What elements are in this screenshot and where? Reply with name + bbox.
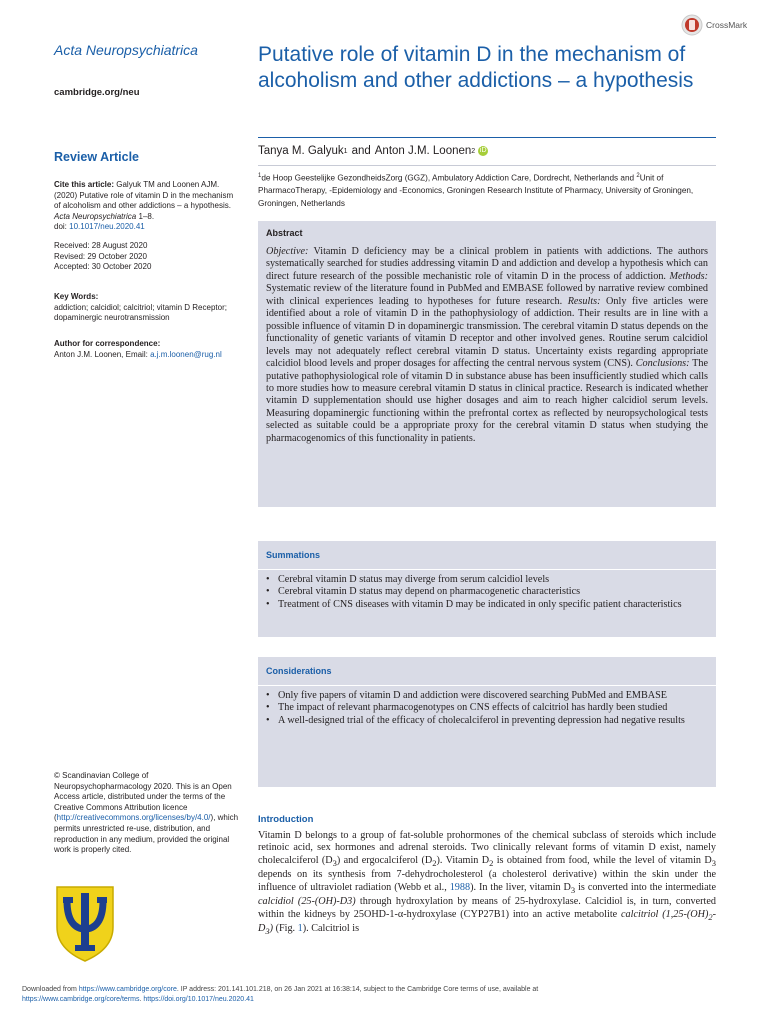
abstract-methods-label: Methods: [669,270,708,282]
author-conjunction: and [351,145,371,157]
list-item: • A well-designed trial of the efficacy of cholecalciferol in preventing depression had negative results [266,715,708,727]
copyright-notice [54,771,242,856]
body-text: ). Vitamin D [436,854,490,866]
list-item: • Only five papers of vitamin D and addiction were discovered searching PubMed and EMBASE [266,690,708,702]
subscript: 3 [711,857,716,868]
footer-text: . IP address: 201.141.101.218, on 26 Jan 2021 at 16:38:14, subject to the Cambridge Core terms of use, available at [176,986,539,993]
subscript: 2 [432,857,437,868]
introduction-text [258,830,716,938]
body-text: Vitamin D belongs to a group of fat-soluble prohormones of the chemical subclass of steroids which include retinoic acid, sex hormones and adrenal steroids. Two clinically relevant forms of vitamin D exist, namely cholecalciferol (D [258,830,716,866]
doi-url-link[interactable]: https://doi.org/10.1017/neu.2020.41 [143,995,254,1003]
copyright-text: © Scandinavian College of Neuropsychopharmacology 2020. This is an Open Access article, distributed under the terms of the Creative Commons Attribution licence ( [54,771,232,823]
summations-box [258,541,716,637]
body-text: is obtained from food, while the level of vitamin D [493,854,712,866]
received-date: Received: 28 August 2020 [54,241,148,250]
journal-name: Acta Neuropsychiatrica [54,42,198,58]
list-item: • Cerebral vitamin D status may diverge from serum calcidiol levels [266,574,708,586]
author-affiliation-marker: 2 [471,147,476,155]
italic-term: calcidiol (25-(OH)-D3) [258,896,356,908]
figure-link[interactable]: 1 [297,923,303,935]
considerations-box [258,657,716,787]
correspondence-email-link[interactable]: a.j.m.loonen@rug.nl [150,349,222,359]
list-item: • The impact of relevant pharmacogenotypes on CNS effects of calcitriol has hardly been studied [266,702,708,714]
article-title: Putative role of vitamin D in the mechanism of alcoholism and other addictions – a hypothesis [258,43,694,92]
crossmark-badge[interactable] [681,14,747,36]
abstract-objective-label: Objective: [266,246,309,257]
citation-journal: Acta Neuropsychiatrica [54,211,137,221]
keywords-label: Key Words: [54,292,99,301]
journal-url[interactable]: cambridge.org/neu [54,87,140,98]
copyright-text: ), which permits unrestricted re-use, distribution, and reproduction in any medium, provided the original work is properly cited. [54,813,239,855]
download-footer [22,985,742,1004]
revised-date: Revised: 29 October 2020 [54,251,147,261]
italic-term-part: calcitriol (1,25-(OH) [621,908,709,920]
body-text: (Fig. [273,923,298,935]
body-text: ) and ergocalciferol (D [336,854,433,866]
correspondence-label: Author for correspondence: [54,339,161,348]
body-text: depends on its synthesis from 7-dehydrocholesterol (a cholesterol derivative) within the skin under the influence of ultraviolet radiation (Webb et al., [258,869,716,893]
body-text: ). In the liver, vitamin D [470,881,571,893]
considerations-divider [258,685,716,686]
crossmark-label: CrossMark [706,20,748,30]
abstract-objective: Vitamin D deficiency may be a clinical problem in patients with addictions. The authors systematically searched for studies addressing vitamin D and addiction and develop a hypothesis which can direct future research of the possible mechanistic role of vitamin D in the process of addiction. [266,246,708,282]
orcid-icon[interactable]: iD [479,147,487,154]
summations-heading: Summations [266,550,321,560]
article-type: Review Article [54,150,139,164]
affiliation-text: Unit of PharmacoTherapy, -Epidemiology and -Economics, Groningen Research Institute of Pharmacy, University of Groningen, Groningen, Netherlands [258,173,694,208]
abstract-conclusions-label: Conclusions: [635,358,690,370]
list-item: • Cerebral vitamin D status may depend on pharmacogenetic characteristics [266,586,708,598]
author-affiliation-marker: 1 [343,147,348,155]
abstract-heading: Abstract [266,228,303,238]
affiliation-marker: 2 [636,173,640,179]
scandinavian-college-logo [53,883,117,968]
subscript: 3 [332,857,337,868]
core-link[interactable]: https://www.cambridge.org/core [78,986,177,993]
summations-divider [258,569,716,570]
title-divider [258,137,716,138]
citation-pages: 1–8. [136,211,155,221]
footer-text: Downloaded from [22,986,79,993]
introduction-heading: Introduction [258,814,314,825]
crossmark-icon [681,14,703,36]
doi-link[interactable]: 10.1017/neu.2020.41 [69,222,145,232]
summations-list [266,574,708,611]
body-text: is converted into the intermediate [575,881,716,893]
subscript: 2 [708,911,713,922]
affiliation-divider [258,165,716,166]
author-name: Anton J.M. Loonen [374,145,472,157]
affiliations [258,170,716,210]
abstract-results: Only five articles were identified about a role of vitamin D in the pathophysiology of addiction. Their results are in line with a possible influence of vitamin D in dopaminergic transmission. The cerebral vitamin D status depends on the functionality of genetic variants of vitamin D receptor and other involved genes. Routine serum calcidiol levels may not adequately reflect cerebral vitamin D status. Uncertainty exists regarding appropriate calcidiol blood levels and proper dosages for affecting the central nervous system (CNS). [266,295,709,370]
abstract-box [258,221,716,507]
affiliation-text: de Hoop Geestelijke GezondheidsZorg (GGZ), Ambulatory Addiction Care, Dordrecht, Netherlands and [261,173,637,183]
italic-term-part: -D [258,908,717,935]
list-item: • Treatment of CNS diseases with vitamin D may be indicated in only specific patient characteristics [266,599,708,611]
considerations-heading: Considerations [266,666,332,676]
abstract-results-label: Results: [567,295,601,307]
keywords-list: addiction; calcidiol; calcitriol; vitamin D Receptor; dopaminergic neurotransmission [54,302,227,323]
reference-link[interactable]: 1988 [449,881,471,893]
accepted-date: Accepted: 30 October 2020 [54,262,152,272]
abstract-text [266,246,708,445]
terms-link[interactable]: https://www.cambridge.org/core/terms [22,995,140,1003]
affiliation-marker: 1 [258,173,262,179]
subscript: 3 [570,884,576,895]
correspondence-name: Anton J.M. Loonen, Email: [54,349,151,359]
doi-label: doi: [54,222,70,232]
author-line [258,145,488,157]
body-text: ). Calcitriol is [302,923,360,935]
subscript: 2 [489,857,494,868]
keywords-block [54,292,240,324]
citation-label: Cite this article: [54,180,115,189]
dates-block [54,241,240,273]
italic-term-part: ) [269,923,274,935]
author-name: Tanya M. Galyuk [258,145,344,157]
considerations-list [266,690,708,727]
abstract-conclusions: The putative pathophysiological role of vitamin D in substance abuse has been insufficiently studied which calls to more studies how to measure cerebral vitamin D status in clinical practice. Research is indicated whether vitamin D supplementation should use higher dosages and aim to reach higher calcidiol serum levels. Measuring dopaminergic functioning within the prefrontal cortex as reflected by neuropsychological tests selected as suitable could be a appropriate proxy for the cerebral vitamin D status when studying the pharmacogenomics of this functionality in patients. [266,358,708,444]
body-text: through hydroxylation by means of 25-hydroxylase. Calcidiol is, in turn, converted within the kidneys by 25OHD-1-α-hydroxylase (CYP27B1) into an active metabolite [258,896,716,920]
license-link[interactable]: http://creativecommons.org/licenses/by/4.0/ [56,813,211,823]
footer-text: . [139,995,144,1003]
subscript: 3 [265,926,270,937]
citation-text: Galyuk TM and Loonen AJM. (2020) Putative role of vitamin D in the mechanism of alcoholism and other addictions – a hypothesis. [54,180,234,211]
abstract-methods: Systematic review of the literature found in PubMed and EMBASE followed by narrative review combined with clinical experiences leading to hypotheses for future research. [266,283,708,307]
correspondence-block [54,339,240,360]
citation-block [54,180,240,233]
